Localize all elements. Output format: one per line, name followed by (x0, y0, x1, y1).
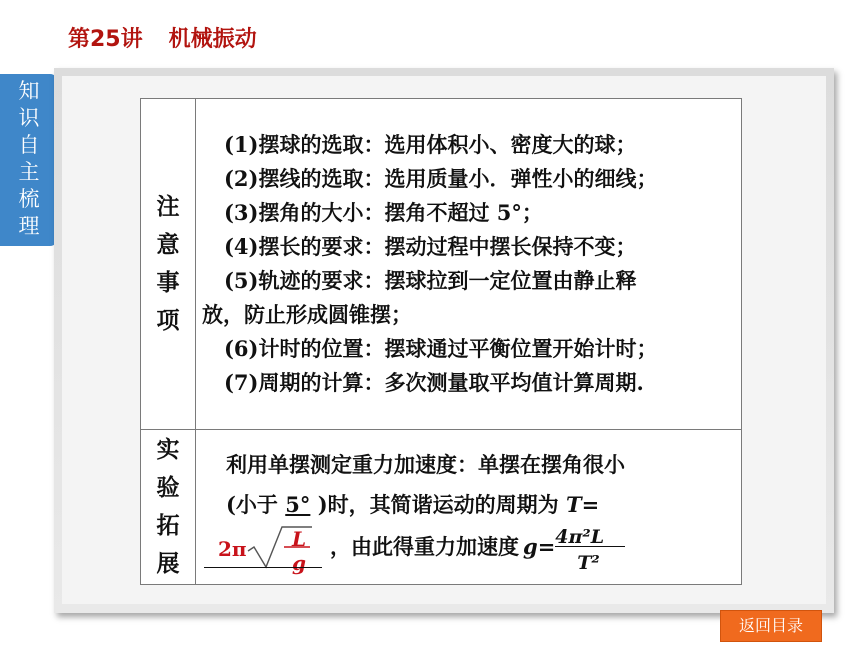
note-line: (6)计时的位置：摆球通过平衡位置开始计时； (224, 336, 658, 361)
formula-coefficient: 2π (218, 537, 247, 561)
period-formula (204, 525, 324, 575)
notes-content (196, 99, 742, 430)
side-tab-char: 自 (18, 133, 40, 157)
side-tab-char: 知 (18, 79, 40, 103)
gravity-denominator: T² (577, 552, 600, 574)
row-header-extension: 实 验 拓 展 (141, 430, 196, 585)
table-row (141, 430, 742, 585)
extension-line-1: 利用单摆测定重力加速度：单摆在摆角很小 (226, 452, 625, 477)
note-line: (3)摆角的大小：摆角不超过 5°； (224, 200, 543, 225)
side-tab-char: 理 (18, 214, 40, 238)
angle-value: 5° (285, 492, 311, 517)
table-row (141, 99, 742, 430)
note-line: (2)摆线的选取：选用质量小．弹性小的细线； (224, 166, 658, 191)
page-title (68, 22, 257, 53)
row-header-notes: 注 意 事 项 (141, 99, 196, 430)
extension-line-2: (小于 5° )时，其简谐运动的周期为 T= (226, 492, 600, 517)
extension-content (196, 430, 742, 585)
note-line: 放，防止形成圆锥摆； (202, 302, 412, 327)
lecture-topic: 机械振动 (168, 27, 257, 52)
side-tab-knowledge[interactable] (0, 74, 58, 246)
note-line: (5)轨迹的要求：摆球拉到一定位置由静止释 (224, 268, 637, 293)
side-tab-char: 识 (18, 106, 40, 130)
back-to-contents-button[interactable]: 返回目录 (720, 610, 822, 642)
gravity-numerator: 4π²L (555, 526, 605, 548)
note-line: (1)摆球的选取：选用体积小、密度大的球； (224, 132, 637, 157)
formula-denominator: g (292, 551, 306, 575)
note-line: (7)周期的计算：多次测量取平均值计算周期. (224, 370, 644, 395)
formula-numerator: L (292, 527, 307, 551)
lecture-number: 第25讲 (68, 27, 143, 52)
answer-blank-line (204, 567, 322, 568)
note-line: (4)摆长的要求：摆动过程中摆长保持不变； (224, 234, 637, 259)
experiment-table (140, 98, 742, 585)
side-tab-char: 主 (18, 160, 40, 184)
side-tab-char: 梳 (18, 187, 40, 211)
extension-line-3: 2π L g ，由此得重力加速度 g = 4π²L T² (204, 525, 733, 569)
gravity-formula (555, 525, 627, 574)
